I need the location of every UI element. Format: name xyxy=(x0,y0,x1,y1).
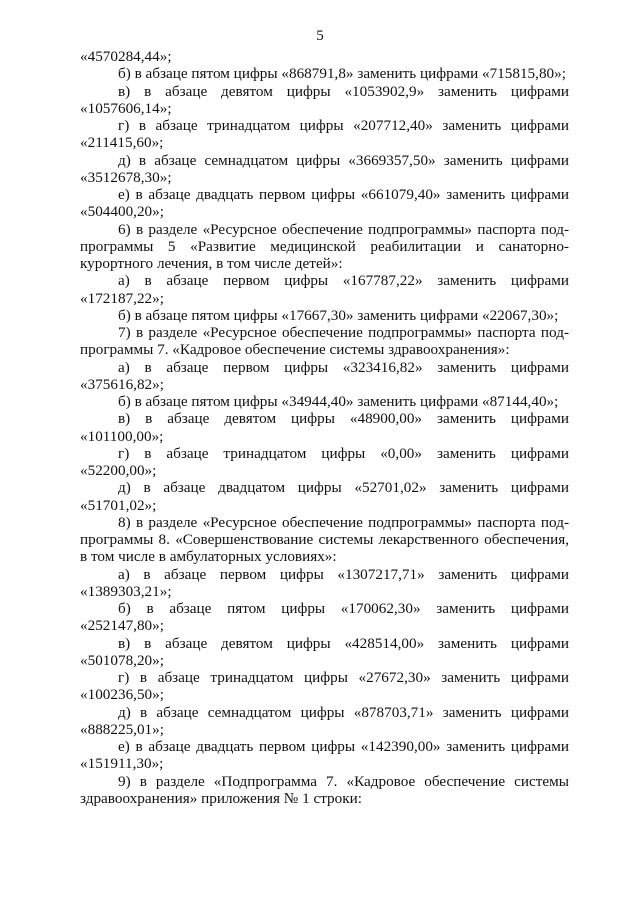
paragraph: а) в абзаце первом цифры «323416,82» заменить цифрами «375616,82»; xyxy=(80,358,569,393)
paragraph: е) в абзаце двадцать первом цифры «661079,40» заменить цифрами «504400,20»; xyxy=(80,186,569,221)
paragraph: 7) в разделе «Ресурсное обеспечение подпрограммы» паспорта под-программы 7. «Кадровое обеспечение системы здравоохранения»: xyxy=(80,324,569,359)
paragraph: а) в абзаце первом цифры «167787,22» заменить цифрами «172187,22»; xyxy=(80,272,569,307)
paragraph: б) в абзаце пятом цифры «17667,30» заменить цифрами «22067,30»; xyxy=(118,306,559,324)
paragraph: 6) в разделе «Ресурсное обеспечение подпрограммы» паспорта под-программы 5 «Развитие медицинской реабилитации и санаторно-курортного лечения, в том числе детей»: xyxy=(80,220,569,272)
paragraph: б) в абзаце пятом цифры «170062,30» заменить цифрами «252147,80»; xyxy=(80,600,569,635)
paragraph: г) в абзаце тринадцатом цифры «207712,40» заменить цифрами «211415,60»; xyxy=(80,117,569,152)
paragraph: е) в абзаце двадцать первом цифры «142390,00» заменить цифрами «151911,30»; xyxy=(80,738,569,773)
paragraph: в) в абзаце девятом цифры «1053902,9» заменить цифрами «1057606,14»; xyxy=(80,82,569,117)
paragraph: г) в абзаце тринадцатом цифры «27672,30» заменить цифрами «100236,50»; xyxy=(80,669,569,704)
paragraph: д) в абзаце семнадцатом цифры «878703,71» заменить цифрами «888225,01»; xyxy=(80,703,569,738)
paragraph: 8) в разделе «Ресурсное обеспечение подпрограммы» паспорта под-программы 8. «Совершенствование системы лекарственного обеспечения, в том числе в амбулаторных условиях»: xyxy=(80,513,569,566)
page-number: 5 xyxy=(316,28,324,44)
paragraph: в) в абзаце девятом цифры «428514,00» заменить цифрами «501078,20»; xyxy=(80,634,569,669)
paragraph: а) в абзаце первом цифры «1307217,71» заменить цифрами «1389303,21»; xyxy=(80,565,569,600)
paragraph: «4570284,44»; xyxy=(80,48,172,65)
paragraph: б) в абзаце пятом цифры «868791,8» заменить цифрами «715815,80»; xyxy=(118,65,566,83)
paragraph: б) в абзаце пятом цифры «34944,40» заменить цифрами «87144,40»; xyxy=(118,393,559,410)
paragraph: д) в абзаце двадцатом цифры «52701,02» заменить цифрами «51701,02»; xyxy=(80,479,569,514)
paragraph: 9) в разделе «Подпрограмма 7. «Кадровое обеспечение системы здравоохранения» приложения № 1 строки: xyxy=(80,772,569,807)
paragraph: г) в абзаце тринадцатом цифры «0,00» заменить цифрами «52200,00»; xyxy=(80,444,569,479)
paragraph: д) в абзаце семнадцатом цифры «3669357,50» заменить цифрами «3512678,30»; xyxy=(80,151,569,186)
paragraph: в) в абзаце девятом цифры «48900,00» заменить цифрами «101100,00»; xyxy=(80,410,569,445)
document-body xyxy=(80,48,569,807)
